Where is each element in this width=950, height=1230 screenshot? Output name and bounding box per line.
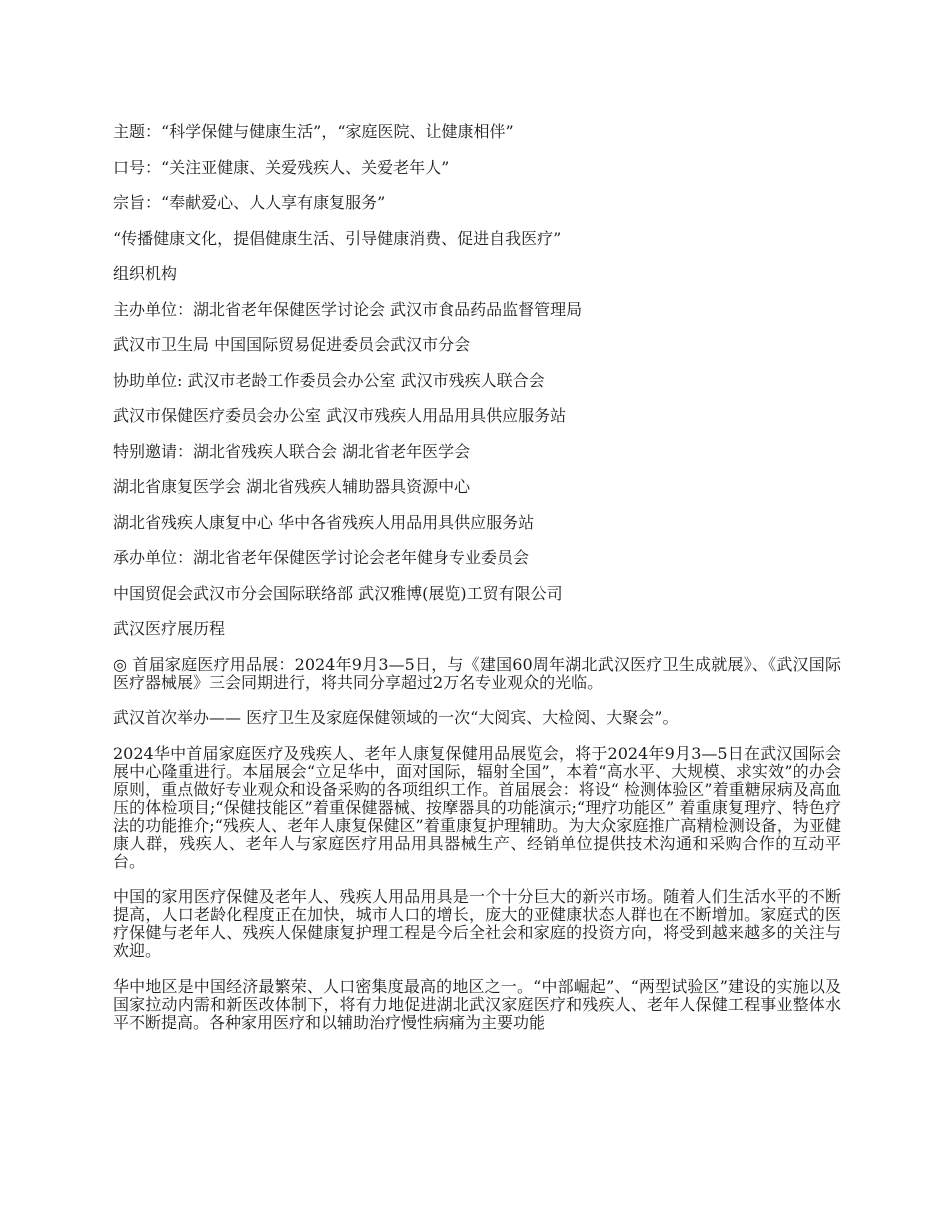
special-invitation-line-3: 湖北省残疾人康复中心 华中各省残疾人用品用具供应服务站 xyxy=(113,512,535,532)
organization-heading: 组织机构 xyxy=(113,264,178,283)
theme-line: 主题：“科学保健与健康生活”，“家庭医院、让健康相伴” xyxy=(113,122,514,141)
host-line-1: 主办单位：湖北省老年保健医学讨论会 武汉市食品药品监督管理局 xyxy=(113,299,583,319)
slogan-line: 口号：“关注亚健康、关爱残疾人、关爱老年人” xyxy=(113,157,450,177)
motto-line: “传播健康文化，提倡健康生活、引导健康消费、促进自我医疗” xyxy=(113,228,562,248)
special-invitation-line-1: 特别邀请：湖北省残疾人联合会 湖北省老年医学会 xyxy=(113,441,471,461)
host-line-2: 武汉市卫生局 中国国际贸易促进委员会武汉市分会 xyxy=(113,335,471,354)
first-time-paragraph: 武汉首次举办—— 医疗卫生及家庭保健领域的一次“大阅宾、大检阅、大聚会”。 xyxy=(113,708,679,727)
organizer-line-2: 中国贸促会武汉市分会国际联络部 武汉雅博(展览)工贸有限公司 xyxy=(113,583,563,603)
market-paragraph: 中国的家用医疗保健及老年人、残疾人用品用具是一个十分巨大的新兴市场。随着人们生活水平的不断提高，人口老龄化程度正在加快，城市人口的增长，庞大的亚健康状态人群也在不断增加。家庭式的医疗保健与老年人、残疾人保健康复护理工程是今后全社会和家庭的投资方向，将受到越来越多的关注与欢迎。 xyxy=(113,887,841,960)
document-page xyxy=(113,123,841,1049)
history-heading: 武汉医疗展历程 xyxy=(113,619,226,638)
central-china-paragraph: 华中地区是中国经济最繁荣、人口密集度最高的地区之一。“中部崛起”、“两型试验区”建设的实施以及国家拉动内需和新医改体制下，将有力地促进湖北武汉家庭医疗和残疾人、老年人保健工程事业整体水平不断提高。各种家用医疗和以辅助治疗慢性病痛为主要功能 xyxy=(113,976,841,1032)
first-expo-paragraph: ◎ 首届家庭医疗用品展：2024年9月3—5日，与《建国60周年湖北武汉医疗卫生成就展》、《武汉国际医疗器械展》三会同期进行，将共同分享超过2万名专业观众的光临。 xyxy=(113,654,841,692)
organizer-line-1: 承办单位：湖北省老年保健医学讨论会老年健身专业委员会 xyxy=(113,548,530,567)
co-organizer-line-2: 武汉市保健医疗委员会办公室 武汉市残疾人用品用具供应服务站 xyxy=(113,406,567,425)
expo-description-paragraph: 2024华中首届家庭医疗及残疾人、老年人康复保健用品展览会，将于2024年9月3—5日在武汉国际会展中心隆重进行。本届展会“立足华中，面对国际，辐射全国”，本着“高水平、大规模、求实效”的办会原则，重点做好专业观众和设备采购的各项组织工作。首届展会：将设“ 检测体验区”着重糖尿病及高血压的体检项目;“保健技能区”着重保健器械、按摩器具的功能演示;“理疗功能区” 着重康复理疗、特色疗法的功能推介;“残疾人、老年人康复保健区”着重康复护理辅助。为大众家庭推广高精检测设备，为亚健康人群，残疾人、老年人与家庭医疗用品用具器械生产、经销单位提供技术沟通和采购合作的互动平台。 xyxy=(113,743,841,871)
purpose-line: 宗旨：“奉献爱心、人人享有康复服务” xyxy=(113,193,386,212)
special-invitation-line-2: 湖北省康复医学会 湖北省残疾人辅助器具资源中心 xyxy=(113,477,471,496)
co-organizer-line-1: 协助单位: 武汉市老龄工作委员会办公室 武汉市残疾人联合会 xyxy=(113,370,545,390)
